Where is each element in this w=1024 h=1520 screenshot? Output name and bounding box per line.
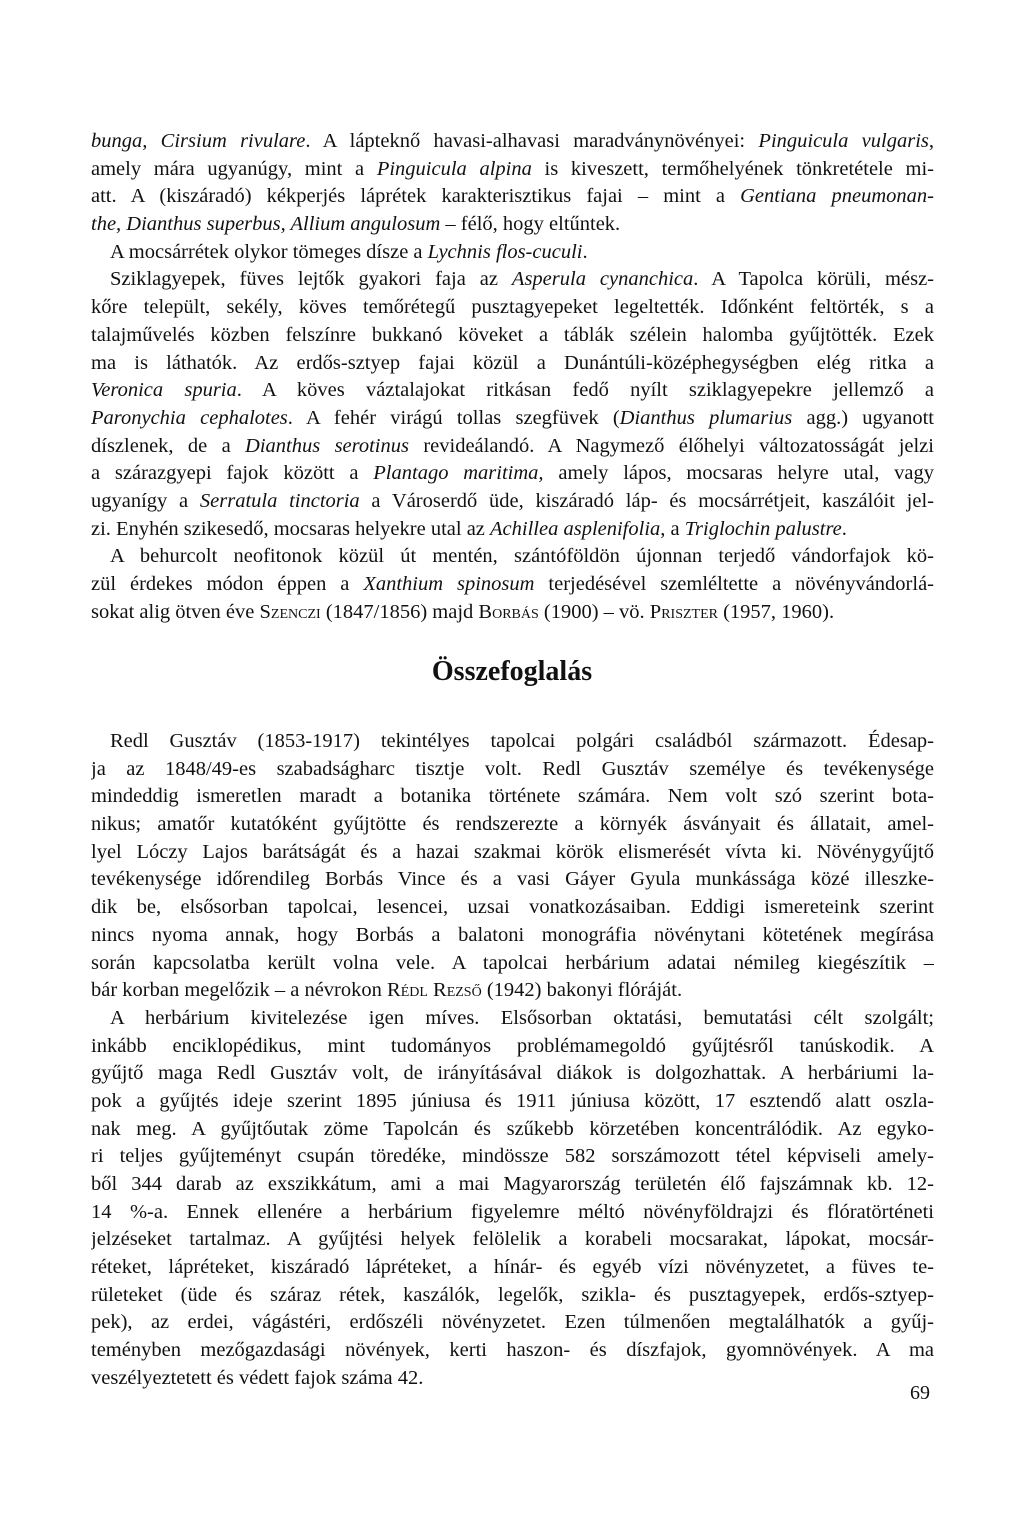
text-line [91,894,934,922]
text-run: veszélyeztetett és védett fajok száma 42. [91,1366,424,1389]
text-line [91,599,934,627]
text-run: A behurcolt neofitonok közül út mentén, szántóföldön újonnan terjedő vándorfajok kö- [110,545,934,568]
text-run: zi. Enyhén szikesedő, mocsaras helyekre utal az [91,517,491,540]
body-text-top [91,128,934,626]
text-run: dik be, elsősorban tapolcai, lesencei, uzsai vonatkozásaiban. Eddigi ismereteink szerint [91,896,934,919]
text-run: nak meg. A gyűjtőutak zöme Tapolcán és szűkebb körzetében koncentrálódik. Az egyko- [91,1117,934,1140]
text-line [91,1309,934,1337]
text-line [91,433,934,461]
text-line [91,405,934,433]
text-line [91,516,934,544]
text-line [91,922,934,950]
text-run: . A Tapolca körüli, mész- [693,268,934,291]
text-line [91,294,934,322]
text-line [91,1143,934,1171]
italic-text: bunga, Cirsium rivulare [91,130,306,152]
text-line [91,977,934,1005]
text-run: ma is láthatók. Az erdős-sztyep fajai közül a Dunántúli-középhegységben elég ritka a [91,351,934,374]
text-run: rületeket (üde és száraz rétek, kaszálók, legelők, szikla- és pusztagyepek, erdős-sztyep- [91,1283,934,1306]
text-run: A mocsárrétek olykor tömeges dísze a [110,240,428,263]
text-run: Sziklagyepek, füves lejtők gyakori faja az [110,268,512,291]
text-line [91,1005,934,1033]
text-run: inkább enciklopédikus, mint tudományos problémamegoldó gyűjtésről tanúskodik. A [91,1034,934,1057]
italic-text: Gentiana pneumonan- [740,185,934,208]
text-run: során kapcsolatba került volna vele. A tapolcai herbárium adatai némileg kiegészítik – [91,951,934,974]
italic-text: Achillea asplenifolia [490,517,661,540]
italic-text: Lychnis flos-cuculi [427,240,583,263]
text-run: (1900) – vö. [538,600,650,623]
text-run: lyel Lóczy Lajos barátságát és a hazai szakmai körök elismerését vívta ki. Növénygyűjtő [91,840,934,863]
text-line [91,266,934,294]
text-run: pok a gyűjtés ideje szerint 1895 júniusa és 1911 júniusa között, 17 esztendő alatt oszla- [91,1089,934,1112]
text-line [91,1116,934,1144]
author-name: Szenczi [259,600,321,623]
text-line [91,488,934,516]
text-run: . [582,240,588,263]
text-run: mindeddig ismeretlen maradt a botanika története számára. Nem volt szó szerint bota- [91,785,934,808]
italic-text: Dianthus serotinus [245,434,409,457]
text-line [91,811,934,839]
text-line [91,156,934,184]
text-line [91,839,934,867]
text-run: 14 %-a. Ennek ellenére a herbárium figyelemre méltó növényföldrajzi és flóratörténeti [91,1200,934,1223]
text-line [91,377,934,405]
text-line [91,183,934,211]
italic-text: Serratula tinctoria [199,489,360,512]
text-line [91,460,934,488]
author-name: Rédl Rezső [387,979,482,1002]
text-run: gyűjtő maga Redl Gusztáv volt, de irányításával diákok is dolgozhattak. A herbáriumi la- [91,1062,934,1085]
author-name: Borbás [478,600,539,623]
text-run: A herbárium kivitelezése igen míves. Elsősorban oktatási, bemutatási célt szolgált; [110,1006,934,1029]
text-run: (1942) bakonyi flóráját. [481,979,683,1002]
text-run: a szárazgyepi fajok között a [91,462,374,485]
text-run: bár korban megelőzik – a névrokon [91,979,388,1002]
text-line [91,128,934,156]
text-line [91,571,934,599]
text-run: díszlenek, de a [91,434,246,457]
text-run: amely mára ugyanúgy, mint a [91,157,377,180]
text-run: pek), az erdei, vágástéri, erdőszéli növényzetet. Ezen túlmenően megtalálhatók a gyűj- [91,1311,934,1334]
italic-text: Plantago maritima, [373,462,544,485]
text-line [91,211,934,239]
author-name: Priszter [649,600,718,623]
text-run: ri teljes gyűjteményt csupán töredéke, mindössze 582 sorszámozott tétel képviseli amely- [91,1145,934,1168]
text-run: nincs nyoma annak, hogy Borbás a balatoni monográfia növénytani kötetének megírása [91,923,934,946]
text-run: nikus; amatőr kutatóként gyűjtötte és rendszerezte a környék ásványait és állatait, amel- [91,813,934,836]
text-run: tevékenysége időrendileg Borbás Vince és a vasi Gáyer Gyula munkássága közé illeszke- [91,868,934,891]
text-line [91,1060,934,1088]
text-run: . A köves váztalajokat ritkásan fedő nyílt sziklagyepekre jellemző a [236,379,934,402]
text-run: – félő, hogy eltűntek. [440,213,621,236]
text-line [91,543,934,571]
text-run: a Városerdő üde, kiszáradó láp- és mocsárrétjeit, kaszálóit jel- [359,489,934,512]
text-line [91,950,934,978]
text-run: réteket, lápréteket, kiszáradó lápréteket, a hínár- és egyéb vízi növényzetet, a füves te- [91,1256,934,1279]
text-line [91,1033,934,1061]
text-run: . A lápteknő havasi-alhavasi maradványnövényei: [305,130,759,152]
text-run: , [928,130,934,152]
italic-text: the, Dianthus superbus, Allium angulosum [91,213,441,236]
text-run: revideálandó. A Nagymező élőhelyi változatosságát jelzi [408,434,934,457]
text-line [91,1199,934,1227]
text-run: agg.) ugyanott [792,406,934,429]
text-run: (1957, 1960). [717,600,835,623]
text-run: ből 344 darab az exszikkátum, ami a mai Magyarország területén élő fajszámnak kb. 12- [91,1173,934,1195]
text-line [91,728,934,756]
summary-text [91,728,934,1393]
text-line [91,1365,934,1393]
text-run: kőre települt, sekély, köves temőrétegű pusztagyepeket legeltették. Időnként feltörték, s a [91,296,934,319]
text-line [91,322,934,350]
section-heading: Összefoglalás [431,656,593,687]
text-line [91,1171,934,1199]
text-run: (1847/1856) majd [320,600,479,623]
text-run: . A fehér virágú tollas szegfüvek ( [287,406,620,429]
text-run: terjedésével szemléltette a növényvándorlá- [534,573,934,595]
text-run: ja az 1848/49-es szabadságharc tisztje volt. Redl Gusztáv személye és tevékenysége [91,757,934,780]
text-run: talajművelés közben felszínre bukkanó köveket a táblák szélein halomba gyűjtötték. Ezek [91,323,934,346]
text-run: , a [660,517,685,540]
italic-text: Asperula cynanchica [511,268,694,291]
italic-text: Xanthium spinosum [363,573,535,595]
text-line [91,1282,934,1310]
text-line [91,866,934,894]
text-line [91,239,934,267]
text-run: ugyanígy a [91,489,200,512]
text-run: sokat alig ötven éve [91,600,260,623]
text-line [91,350,934,378]
page-number: 69 [910,1382,930,1404]
italic-text: Paronychia cephalotes [91,406,288,429]
text-run: jelzéseket tartalmaz. A gyűjtési helyek felölelik a korabeli mocsarakat, lápokat, mocsár- [91,1228,934,1251]
text-run: att. A (kiszáradó) kékperjés láprétek karakterisztikus fajai – mint a [91,185,741,208]
italic-text: Triglochin palustre [684,517,842,540]
text-line [91,1088,934,1116]
italic-text: Pinguicula alpina [376,157,532,180]
text-line [91,1337,934,1365]
text-run: is kiveszett, termőhelyének tönkretétele mi- [531,157,934,180]
text-line [91,1254,934,1282]
text-line [91,783,934,811]
italic-text: Veronica spuria [91,379,237,402]
text-run: teményben mezőgazdasági növények, kerti haszon- és díszfajok, gyomnövények. A ma [91,1339,934,1362]
text-line [91,1226,934,1254]
text-line [91,756,934,784]
text-run: amely lápos, mocsaras helyre utal, vagy [543,462,934,485]
text-run: . [841,517,847,540]
text-run: Redl Gusztáv (1853-1917) tekintélyes tapolcai polgári családból származott. Édesap- [110,730,934,752]
italic-text: Dianthus plumarius [619,406,793,429]
italic-text: Pinguicula vulgaris [758,130,929,152]
text-run: zül érdekes módon éppen a [91,573,364,595]
